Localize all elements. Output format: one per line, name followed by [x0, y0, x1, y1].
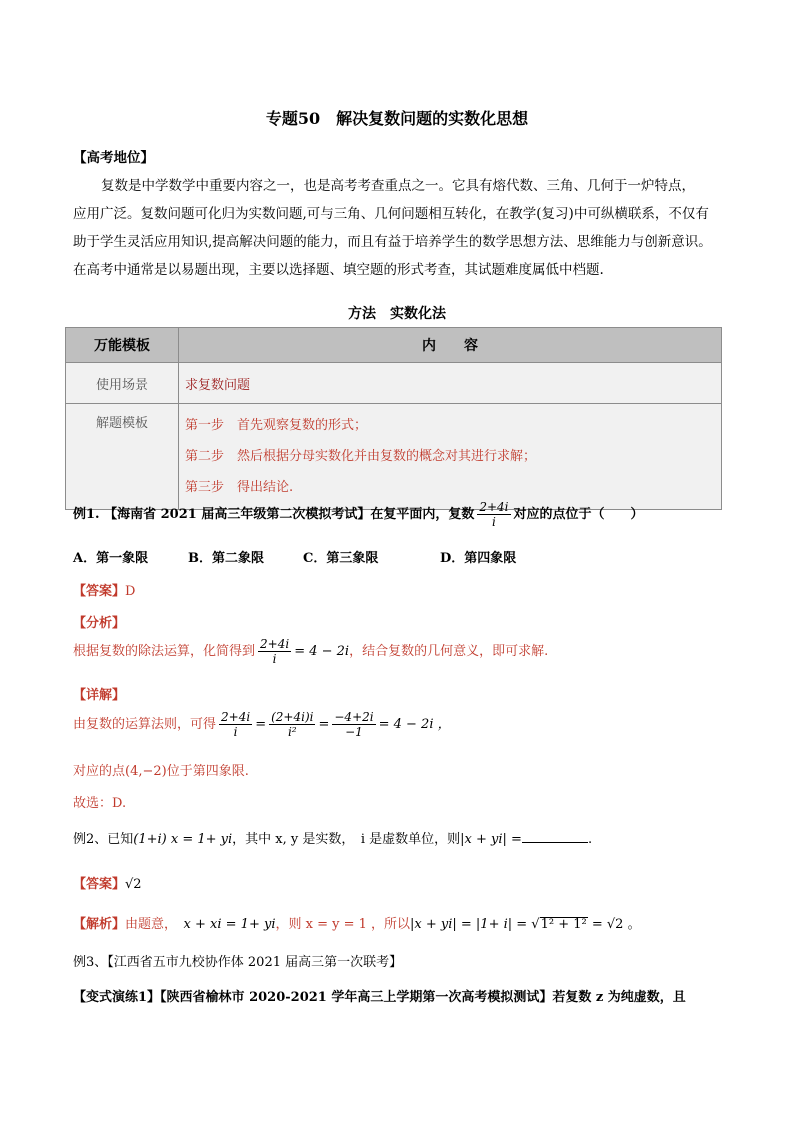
page-title: 专题50 解决复数问题的实数化思想 [265, 109, 529, 128]
analysis-label: 【分析】 [73, 616, 126, 631]
example1-answer: 【答案】D [73, 584, 136, 599]
step-item: 第三步 得出结论. [185, 480, 294, 495]
step-item: 第一步 首先观察复数的形式； [185, 418, 368, 433]
example2-answer: 【答案】√2 [73, 877, 142, 892]
choice-line: 故选：D. [73, 796, 127, 811]
fraction: $\frac{2+4i}{i}$ [479, 500, 509, 529]
intro-line: 复数是中学数学中重要内容之一，也是高考考查重点之一。它具有熔代数、三角、几何于一炉特点， [101, 178, 695, 194]
table-header-right: 内 容 [179, 328, 722, 363]
example1-question: 例1. 【海南省 2021 届高三年级第二次模拟考试】在复平面内，复数 $\frac{2+4i}{i}$ 对应的点位于（ ） [73, 500, 644, 529]
intro-paragraph [73, 172, 733, 284]
example1-options [73, 547, 516, 566]
table-row-label: 使用场景 [66, 363, 179, 404]
detail-text: 由复数的运算法则，可得 $\frac{2+4i}{i}$ = $\frac{(2+4i)i}{\text{i²}}$ = $\frac{-4+2i}{-1}$ = 4 − 2i ， [73, 710, 451, 739]
step-item: 第二步 然后根据分母实数化并由复数的概念对其进行求解； [185, 449, 537, 464]
point-line: 对应的点(4,−2)位于第四象限. [73, 764, 249, 779]
option: D．第四象限 [440, 551, 517, 566]
variant-exercise: 【变式演练1】【陕西省榆林市 2020-2021 学年高三上学期第一次高考模拟测试】若复数 z 为纯虚数，且 [73, 990, 686, 1005]
table-row-label: 解题模板 [66, 404, 179, 510]
table-header-left: 万能模板 [66, 328, 179, 363]
detail-label: 【详解】 [73, 688, 126, 703]
intro-line: 助于学生灵活应用知识,提高解决问题的能力，而且有益于培养学生的数学思想方法、思维能力与创新意识。 [73, 234, 712, 250]
analysis-text: 根据复数的除法运算，化简得到 $\frac{2+4i}{i}$ = 4 − 2i，结合复数的几何意义，即可求解. [73, 637, 549, 666]
example3-heading: 例3、【江西省五市九校协作体 2021 届高三第一次联考】 [73, 955, 403, 970]
option: A．第一象限 [73, 551, 149, 566]
example2-question: 例2、已知(1+i) x = 1+ yi，其中 x, y 是实数， i 是虚数单位，则|x + yi| = . [73, 832, 593, 847]
template-table [65, 327, 722, 510]
section-heading: 【高考地位】 [73, 150, 154, 166]
intro-line: 在高考中通常是以易题出现，主要以选择题、填空题的形式考查，其试题难度属低中档题. [73, 262, 604, 278]
method-title: 方法 实数化法 [348, 306, 446, 322]
example2-solution: 【解析】由题意， x + xi = 1+ yi，则 x = y = 1 ，所以|x + yi| = |1+ i| = √1² + 1² = √2 。 [73, 917, 641, 932]
table-steps [179, 404, 722, 510]
table-row-content: 求复数问题 [179, 363, 722, 404]
answer-blank [522, 830, 588, 843]
option: C．第三象限 [303, 551, 379, 566]
intro-line: 应用广泛。复数问题可化归为实数问题,可与三角、几何问题相互转化，在教学(复习)中可纵横联系，不仅有 [73, 206, 709, 222]
option: B．第二象限 [188, 551, 264, 566]
